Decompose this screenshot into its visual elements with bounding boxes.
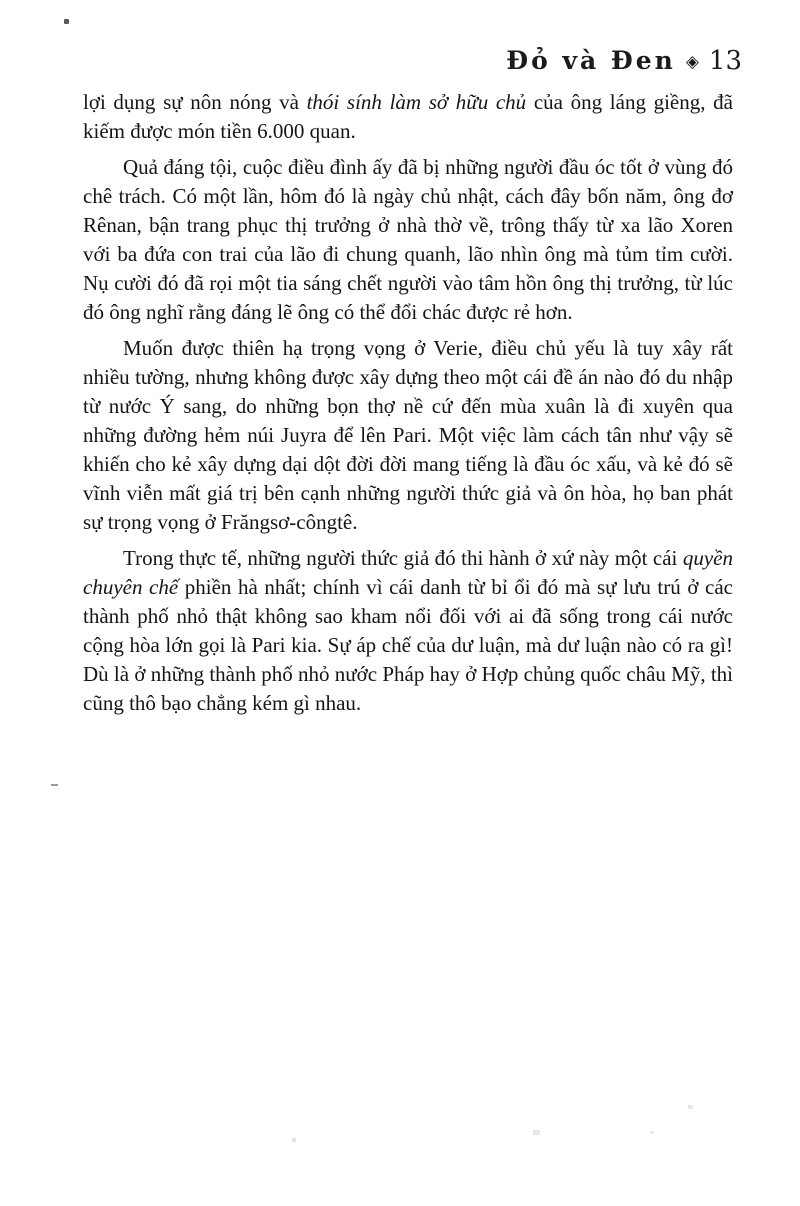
paragraph-segment: lợi dụng sự nôn nóng và bbox=[83, 90, 307, 114]
paragraph bbox=[83, 544, 733, 718]
scan-artifact bbox=[688, 1105, 693, 1109]
page-number: 13 bbox=[708, 46, 742, 76]
scan-artifact bbox=[292, 1138, 296, 1142]
paragraph-segment: Trong thực tế, những người thức giả đó thi hành ở xứ này một cái bbox=[123, 546, 683, 570]
scan-artifact bbox=[650, 1131, 654, 1134]
running-head bbox=[506, 46, 742, 76]
scan-artifact bbox=[51, 784, 58, 786]
scan-artifact bbox=[533, 1130, 540, 1135]
paragraph bbox=[83, 334, 733, 537]
paragraph-segment: phiền hà nhất; chính vì cái danh từ bỉ ổi đó mà sự lưu trú ở các thành phố nhỏ thật không sao kham nổi đối với ai đã sống trong cái nước cộng hòa lớn gọi là Pari kia. Sự áp chế của dư luận, mà dư luận nào có ra gì! Dù là ở những thành phố nhỏ nước Pháp hay ở Hợp chủng quốc châu Mỹ, thì cũng thô bạo chẳng kém gì nhau. bbox=[83, 575, 733, 715]
paragraph-segment: của ông láng giềng, đã kiếm được món tiền 6.000 quan. bbox=[83, 90, 733, 143]
paragraph-segment-italic: quyền chuyên chế bbox=[83, 546, 733, 599]
diamond-separator-icon: ◈ bbox=[685, 52, 699, 72]
paragraph-segment: Quả đáng tội, cuộc điều đình ấy đã bị những người đầu óc tốt ở vùng đó chê trách. Có một lần, hôm đó là ngày chủ nhật, cách đây bốn năm, ông đơ Rênan, bận trang phục thị trưởng ở nhà thờ về, trông thấy từ xa lão Xoren với ba đứa con trai của lão đi chung quanh, lão nhìn ông mà tủm tỉm cười. Nụ cười đó đã rọi một tia sáng chết người vào tâm hồn ông thị trưởng, từ lúc đó ông nghĩ rằng đáng lẽ ông có thể đổi chác được rẻ hơn. bbox=[83, 155, 733, 324]
paragraph-segment: Muốn được thiên hạ trọng vọng ở Verie, điều chủ yếu là tuy xây rất nhiều tường, nhưng không được xây dựng theo một cái đề án nào đó du nhập từ nước Ý sang, do những bọn thợ nề cứ đến mùa xuân là đi xuyên qua những đường hẻm núi Juyra để lên Pari. Một việc làm cách tân như vậy sẽ khiến cho kẻ xây dựng dại dột đời đời mang tiếng là đầu óc xấu, và kẻ đó sẽ vĩnh viễn mất giá trị bên cạnh những người thức giả và ôn hòa, họ ban phát sự trọng vọng ở Frăngsơ-côngtê. bbox=[83, 336, 733, 534]
scan-artifact bbox=[64, 19, 69, 24]
paragraph bbox=[83, 88, 733, 146]
paragraph bbox=[83, 153, 733, 327]
paragraph-segment-italic: thói sính làm sở hữu chủ bbox=[306, 90, 527, 114]
book-title: Đỏ và Đen bbox=[506, 46, 676, 75]
page-body bbox=[83, 88, 733, 725]
